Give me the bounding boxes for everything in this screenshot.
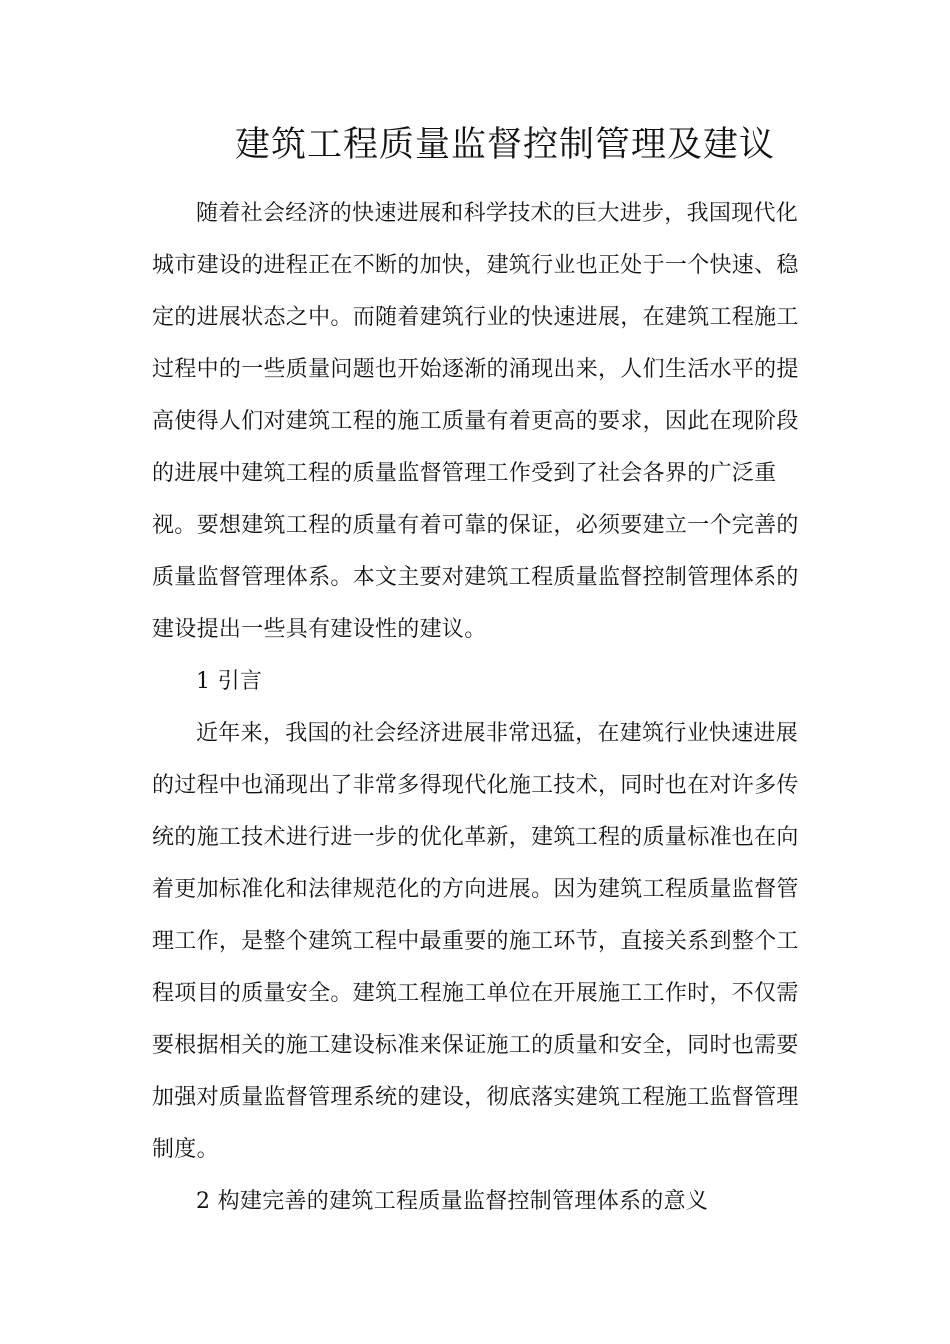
- paragraph-1-line-9: 建设提出一些具有建设性的建议。: [152, 617, 487, 642]
- paragraph-1-line-2: 城市建设的进程正在不断的加快，建筑行业也正处于一个快速、稳: [152, 253, 799, 278]
- paragraph-1-line-6: 的进展中建筑工程的质量监督管理工作受到了社会各界的广泛重: [152, 461, 777, 486]
- paragraph-2-line-5: 理工作，是整个建筑工程中最重要的施工环节，直接关系到整个工: [152, 929, 799, 954]
- paragraph-1-line-7: 视。要想建筑工程的质量有着可靠的保证，必须要建立一个完善的: [152, 513, 799, 538]
- paragraph-1-line-5: 高使得人们对建筑工程的施工质量有着更高的要求，因此在现阶段: [152, 409, 799, 434]
- paragraph-2-line-7: 要根据相关的施工建设标准来保证施工的质量和安全，同时也需要: [152, 1033, 799, 1058]
- document-title: 建筑工程质量监督控制管理及建议: [234, 125, 775, 165]
- paragraph-2-line-2: 的过程中也涌现出了非常多得现代化施工技术，同时也在对许多传: [152, 773, 799, 798]
- paragraph-2-line-3: 统的施工技术进行进一步的优化革新，建筑工程的质量标准也在向: [152, 825, 799, 850]
- paragraph-2-line-9: 制度。: [152, 1137, 219, 1162]
- paragraph-1-line-3: 定的进展状态之中。而随着建筑行业的快速进展，在建筑工程施工: [152, 305, 799, 330]
- paragraph-2-line-8: 加强对质量监督管理系统的建设，彻底落实建筑工程施工监督管理: [152, 1085, 799, 1110]
- section-heading-2: 2 构建完善的建筑工程质量监督控制管理体系的意义: [196, 1189, 709, 1214]
- paragraph-2-line-4: 着更加标准化和法律规范化的方向进展。因为建筑工程质量监督管: [152, 877, 799, 902]
- paragraph-1-line-1: 随着社会经济的快速进展和科学技术的巨大进步，我国现代化: [196, 201, 799, 226]
- paragraph-1-line-8: 质量监督管理体系。本文主要对建筑工程质量监督控制管理体系的: [152, 565, 799, 590]
- section-heading-1: 1 引言: [196, 669, 263, 694]
- paragraph-1-line-4: 过程中的一些质量问题也开始逐渐的涌现出来，人们生活水平的提: [152, 357, 799, 382]
- paragraph-2-line-6: 程项目的质量安全。建筑工程施工单位在开展施工工作时，不仅需: [152, 981, 799, 1006]
- paragraph-2-line-1: 近年来，我国的社会经济进展非常迅猛，在建筑行业快速进展: [196, 721, 799, 746]
